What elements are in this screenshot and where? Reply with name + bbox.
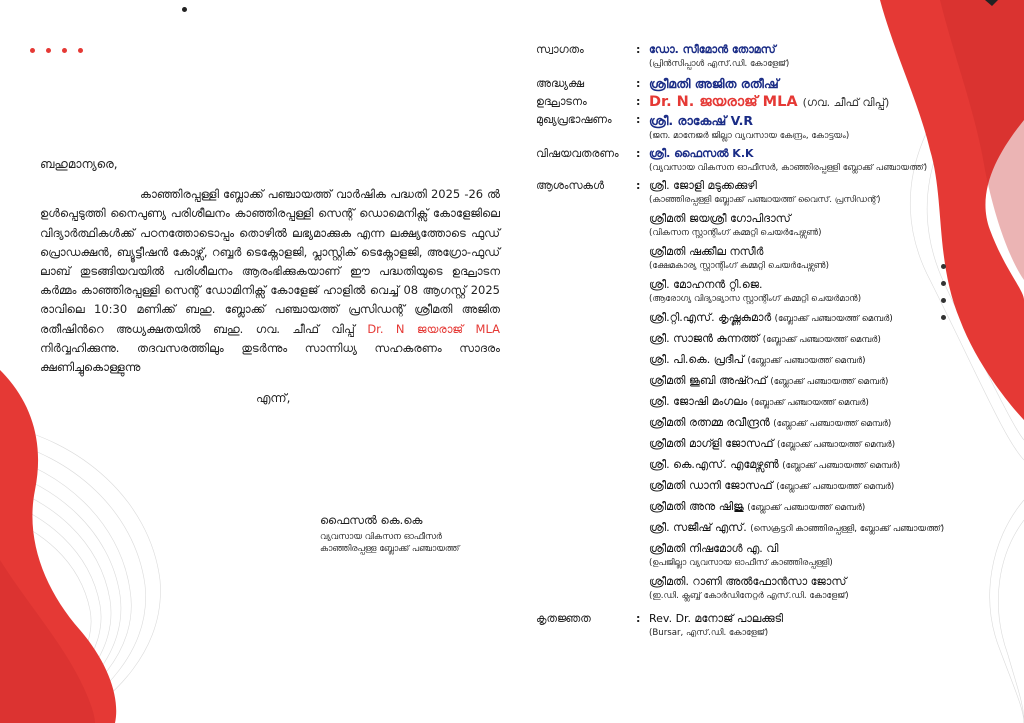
felicitation-item — [649, 277, 996, 305]
felicitation-item — [649, 541, 996, 569]
speaker-name: ശ്രീ. പി.കെ. പ്രദീപ് — [649, 353, 744, 366]
felicitation-item — [649, 499, 996, 516]
speaker-desc: (വ്യവസായ വികസന ഓഫീസർ, കാഞ്ഞിരപ്പള്ളി ബ്ലോക്ക് പഞ്ചായത്ത്) — [649, 163, 928, 173]
speaker-name: Dr. N. ജയരാജ് MLA — [649, 94, 798, 110]
speaker-name: ശ്രീമതി. റാണി അൽഫോൻസാ ജോസ് — [649, 575, 847, 588]
speaker-name: ശ്രീ. സാജൻ കുന്നത്ത് — [649, 332, 760, 345]
felicitation-item — [649, 478, 996, 495]
felicitation-name-line — [649, 277, 996, 293]
felicitation-item — [649, 520, 996, 537]
felicitation-name-line — [649, 211, 996, 227]
speaker-desc: (ഗവ. ചീഫ് വിപ്പ്) — [802, 96, 890, 109]
speaker-name: ശ്രീമതി രത്നമ്മ രവീന്ദ്രൻ — [649, 416, 770, 429]
inaugurator-line — [649, 93, 996, 112]
speaker-desc: (പ്രിൻസിപ്പാൾ എസ്.ഡി. കോളേജ്) — [649, 59, 790, 69]
felicitation-item — [649, 331, 996, 348]
speaker-note: (ബ്ലോക്ക് പഞ്ചായത്ത് മെമ്പർ) — [782, 461, 901, 471]
speaker-note: (സെക്രട്ടറി കാഞ്ഞിരപ്പള്ളി, ബ്ലോക്ക് പഞ്ചായത്ത്) — [750, 524, 945, 534]
speaker-desc: (ക്ഷേമകാര്യ സ്റ്റാന്റിംഗ് കമ്മറ്റി ചെയർപേഴ്സൺ) — [649, 261, 830, 271]
program-row-topic: വിഷയവതരണം : ശ്രീ. ഫൈസൽ K.K (വ്യവസായ വികസന ഓഫീസർ, കാഞ്ഞിരപ്പള്ളി ബ്ലോക്ക് പഞ്ചായത്ത്) — [536, 146, 996, 174]
felicitation-name-line — [649, 394, 996, 411]
felicitation-item — [649, 574, 996, 602]
felicitation-item — [649, 394, 996, 411]
felicitation-name-line — [649, 541, 996, 557]
felicitation-item — [649, 373, 996, 390]
role-label: അദ്ധ്യക്ഷ — [536, 77, 585, 90]
speaker-note: (ബ്ലോക്ക് പഞ്ചായത്ത് മെമ്പർ) — [770, 377, 889, 387]
speaker-name: ശ്രീ.റ്റി.എസ്. കൃഷ്ണകുമാർ — [649, 311, 772, 324]
felicitation-name-line — [649, 352, 996, 369]
program-row-felicitations: ആശംസകൾ : ശ്രീ. ജോളി മടുക്കക്കുഴി (കാഞ്ഞിരപ്പള്ളി ബ്ലോക്ക് പഞ്ചായത്ത് വൈസ്. പ്രസിഡന്റ്) ശ്രീമതി ജയശ്രീ ഗോപിദാസ് (വികസന സ്റ്റാന്റിംഗ് കമ്മറ്റി ചെയർപേഴ്സൺ) ശ്രീമതി ഷക്കീല നസീർ (ക്ഷേമകാര്യ സ്റ്റാന്റിംഗ് കമ്മറ്റി ചെയർപേഴ്സൺ) ശ്രീ. മോഹനൻ റ്റി.ജെ. (ആരോഗ്യ വിദ്യാഭ്യാസ സ്റ്റാന്റിംഗ് കമ്മറ്റി ചെയർമാൻ) ശ്രീ.റ്റി.എസ്. കൃഷ്ണകുമാർ (ബ്ലോക്ക് പഞ്ചായത്ത് മെമ്പർ) ശ്രീ. സാജൻ കുന്നത്ത് (ബ്ലോക്ക് പഞ്ചായത്ത് മെമ്പർ) ശ്രീ. പി.കെ. പ്രദീപ് (ബ്ലോക്ക് പഞ്ചായത്ത് മെമ്പർ) ശ്രീമതി ജൂബി അഷ്റഫ് (ബ്ലോക്ക് പഞ്ചായത്ത് മെമ്പർ) ശ്രീ. ജോഷി മംഗലം (ബ്ലോക്ക് പഞ്ചായത്ത് മെമ്പർ) ശ്രീമതി രത്നമ്മ രവീന്ദ്രൻ (ബ്ലോക്ക് പഞ്ചായത്ത് മെമ്പർ) ശ്രീമതി മാഗ്ളി ജോസഫ് (ബ്ലോക്ക് പഞ്ചായത്ത് മെമ്പർ) ശ്രീ. കെ.എസ്. എമേഴ്സൺ (ബ്ലോക്ക് പഞ്ചായത്ത് മെമ്പർ) ശ്രീമതി ഡാനി ജോസഫ് (ബ്ലോക്ക് പഞ്ചായത്ത് മെമ്പർ) ശ്രീമതി അനു ഷിജു (ബ്ലോക്ക് പഞ്ചായത്ത് മെമ്പർ) ശ്രീ. സജീഷ് എസ്. (സെക്രട്ടറി കാഞ്ഞിരപ്പള്ളി, ബ്ലോക്ക് പഞ്ചായത്ത്) ശ്രീമതി നിഷമോൾ എ. വി (ഉപജില്ലാ വ്യവസായ ഓഫീസ് കാഞ്ഞിരപ്പള്ളി) ശ്രീമതി. റാണി അൽഫോൻസാ ജോസ് (ഇ.ഡി. ക്ലബ്ബ് കോർഡിനേറ്റർ എസ്.ഡി. കോളേജ്) — [536, 178, 996, 607]
felicitation-name-line — [649, 178, 996, 194]
felicitation-name-line — [649, 499, 996, 516]
felicitation-item — [649, 244, 996, 272]
program-row-thanks: കൃതജ്ഞത : Rev. Dr. മനോജ് പാലക്കുടി (Bursar, എസ്.ഡി. കോളേജ്) — [536, 611, 996, 639]
program-row-welcome: സ്വാഗതം : ഡോ. സീമോൻ തോമസ് (പ്രിൻസിപ്പാൾ എസ്.ഡി. കോളേജ്) — [536, 42, 996, 70]
speaker-note: (ബ്ലോക്ക് പഞ്ചായത്ത് മെമ്പർ) — [774, 314, 893, 324]
speaker-desc: (ആരോഗ്യ വിദ്യാഭ്യാസ സ്റ്റാന്റിംഗ് കമ്മറ്റി ചെയർമാൻ) — [649, 294, 862, 304]
role-label: കൃതജ്ഞത — [536, 612, 591, 625]
speaker-desc: (ജന. മാനേജർ ജില്ലാ വ്യവസായ കേന്ദ്രം, കോട്ടയം) — [649, 131, 850, 141]
speaker-name: ശ്രീ. ഫൈസൽ K.K — [649, 147, 754, 160]
role-label: വിഷയവതരണം — [536, 147, 619, 160]
role-label: സ്വാഗതം — [536, 43, 584, 56]
decorative-dots-top — [30, 38, 94, 57]
decorative-dot — [182, 7, 187, 12]
speaker-desc: (Bursar, എസ്.ഡി. കോളേജ്) — [649, 628, 769, 638]
felicitation-name-line — [649, 373, 996, 390]
program-row-keynote: മുഖ്യപ്രഭാഷണം : ശ്രീ. രാകേഷ് V.R (ജന. മാനേജർ ജില്ലാ വ്യവസായ കേന്ദ്രം, കോട്ടയം) — [536, 112, 996, 142]
speaker-name: ശ്രീമതി ഷക്കീല നസീർ — [649, 245, 764, 258]
felicitation-item — [649, 352, 996, 369]
speaker-name: Rev. Dr. മനോജ് പാലക്കുടി — [649, 612, 784, 625]
letter-body — [40, 185, 500, 377]
speaker-note: (ബ്ലോക്ക് പഞ്ചായത്ത് മെമ്പർ) — [776, 482, 895, 492]
speaker-desc: (ഉപജില്ലാ വ്യവസായ ഓഫീസ് കാഞ്ഞിരപ്പള്ളി) — [649, 558, 833, 568]
speaker-name: ഡോ. സീമോൻ തോമസ് — [649, 43, 776, 56]
speaker-note: (ബ്ലോക്ക് പഞ്ചായത്ത് മെമ്പർ) — [747, 356, 866, 366]
speaker-note: (ബ്ലോക്ക് പഞ്ചായത്ത് മെമ്പർ) — [747, 503, 866, 513]
speaker-note: (ബ്ലോക്ക് പഞ്ചായത്ത് മെമ്പർ) — [762, 335, 881, 345]
letter-body-end: നിർവ്വഹിക്കുന്നു. തദവസരത്തിലും തുടർന്നും സാന്നിധ്യ സഹകരണം സാദരം ക്ഷണിച്ചുകൊള്ളുന്നു — [40, 340, 500, 375]
felicitation-item — [649, 436, 996, 453]
speaker-desc: (ഇ.ഡി. ക്ലബ്ബ് കോർഡിനേറ്റർ എസ്.ഡി. കോളേജ്) — [649, 591, 849, 601]
program-row-presidency: അദ്ധ്യക്ഷ : ശ്രീമതി അജിത രതീഷ് — [536, 75, 996, 93]
felicitation-name-line — [649, 520, 996, 537]
speaker-name: ശ്രീ. രാകേഷ് V.R — [649, 113, 754, 128]
role-label: ആശംസകൾ — [536, 179, 605, 192]
felicitation-item — [649, 178, 996, 206]
felicitation-name-line — [649, 415, 996, 432]
speaker-name: ശ്രീമതി ജൂബി അഷ്റഫ് — [649, 374, 767, 387]
speaker-name: ശ്രീമതി നിഷമോൾ എ. വി — [649, 542, 779, 555]
speaker-name: ശ്രീമതി അജിത രതീഷ് — [649, 76, 779, 91]
speaker-name: ശ്രീ. മോഹനൻ റ്റി.ജെ. — [649, 278, 763, 291]
letter-body-text: കാഞ്ഞിരപ്പള്ളി ബ്ലോക്ക് പഞ്ചായത്ത് വാർഷിക പദ്ധതി 2025 -26 ൽ ഉൾപ്പെടുത്തി നൈപുണ്യ പരിശീലനം കാഞ്ഞിരപ്പള്ളി സെന്റ് ഡൊമെനിക്സ് കോളേജിലെ വിദ്യാർത്ഥികൾക്ക് പഠനത്തോടൊപ്പം തൊഴിൽ ലഭ്യമാക്കുക എന്ന ലക്ഷ്യത്തോടെ ഫുഡ് പ്രൊഡക്ഷൻ, ബ്യൂട്ടീഷൻ കോഴ്സ്, റബ്ബർ ടെക്നോളജി, പ്ലാസ്റ്റിക് ടെക്നോളജി, അഗ്രോ-ഫുഡ് ലാബ് തുടങ്ങിയവയിൽ പരിശീലനം ആരംഭിക്കുകയാണ് ഈ പദ്ധതിയുടെ ഉദ്ഘാടന കർമ്മം കാഞ്ഞിരപ്പള്ളി സെന്റ് ഡോമിനിക്സ് കോളേജ് ഹാളിൽ വെച്ച് 08 ആഗസ്റ്റ് 2025 രാവിലെ 10:30 മണിക്ക് ബഹു. ബ്ലോക്ക് പഞ്ചായത്ത് പ്രസിഡന്റ് ശ്രീമതി അജിത രതീഷിൻറെ അധ്യക്ഷതയിൽ ബഹു. ഗവ. ചീഫ് വിപ്പ് — [40, 187, 500, 336]
letter-closing: എന്ന്, — [256, 391, 291, 406]
speaker-name: ശ്രീമതി അനു ഷിജു — [649, 500, 744, 513]
felicitation-item — [649, 211, 996, 239]
felicitation-name-line — [649, 436, 996, 453]
speaker-name: ശ്രീ. കെ.എസ്. എമേഴ്സൺ — [649, 458, 779, 471]
felicitation-name-line — [649, 457, 996, 474]
felicitation-name-line — [649, 244, 996, 260]
program-row-inauguration: ഉദ്ഘാടനം : Dr. N. ജയരാജ് MLA (ഗവ. ചീഫ് വിപ്പ്) — [536, 93, 996, 112]
chief-guest-highlight: Dr. N ജയരാജ് MLA — [367, 321, 500, 336]
signatory-office: കാഞ്ഞിരപ്പള്ള ബ്ലോക്ക് പഞ്ചായത്ത് — [320, 544, 460, 554]
speaker-name: ശ്രീമതി മാഗ്ളി ജോസഫ് — [649, 437, 774, 450]
felicitation-name-line — [649, 478, 996, 495]
felicitation-item — [649, 457, 996, 474]
invitation-letter — [40, 155, 500, 408]
felicitation-item — [649, 310, 996, 327]
felicitation-name-line — [649, 310, 996, 327]
signatory-designation: വ്യവസായ വികസന ഓഫീസർ — [320, 532, 442, 542]
speaker-name: ശ്രീ. സജീഷ് എസ്. — [649, 521, 747, 534]
felicitation-name-line — [649, 331, 996, 348]
role-label: മുഖ്യപ്രഭാഷണം — [536, 113, 612, 126]
felicitation-item — [649, 415, 996, 432]
letter-greeting: ബഹുമാന്യരെ, — [40, 157, 118, 171]
speaker-name: ശ്രീ. ജോളി മടുക്കക്കുഴി — [649, 179, 757, 192]
speaker-desc: (കാഞ്ഞിരപ്പള്ളി ബ്ലോക്ക് പഞ്ചായത്ത് വൈസ്. പ്രസിഡന്റ്) — [649, 195, 881, 205]
speaker-note: (ബ്ലോക്ക് പഞ്ചായത്ത് മെമ്പർ) — [773, 419, 892, 429]
speaker-note: (ബ്ലോക്ക് പഞ്ചായത്ത് മെമ്പർ) — [750, 398, 869, 408]
speaker-name: ശ്രീമതി ജയശ്രീ ഗോപിദാസ് — [649, 212, 791, 225]
speaker-note: (ബ്ലോക്ക് പഞ്ചായത്ത് മെമ്പർ) — [777, 440, 896, 450]
speaker-desc: (വികസന സ്റ്റാന്റിംഗ് കമ്മറ്റി ചെയർപേഴ്സൺ) — [649, 228, 822, 238]
role-label: ഉദ്ഘാടനം — [536, 95, 587, 108]
speaker-name: ശ്രീമതി ഡാനി ജോസഫ് — [649, 479, 773, 492]
program-schedule — [536, 42, 996, 639]
felicitation-list — [649, 178, 996, 607]
signatory-name: ഫൈസൽ കെ.കെ — [320, 513, 423, 527]
felicitation-name-line — [649, 574, 996, 590]
signature-block — [320, 513, 459, 555]
speaker-name: ശ്രീ. ജോഷി മംഗലം — [649, 395, 748, 408]
